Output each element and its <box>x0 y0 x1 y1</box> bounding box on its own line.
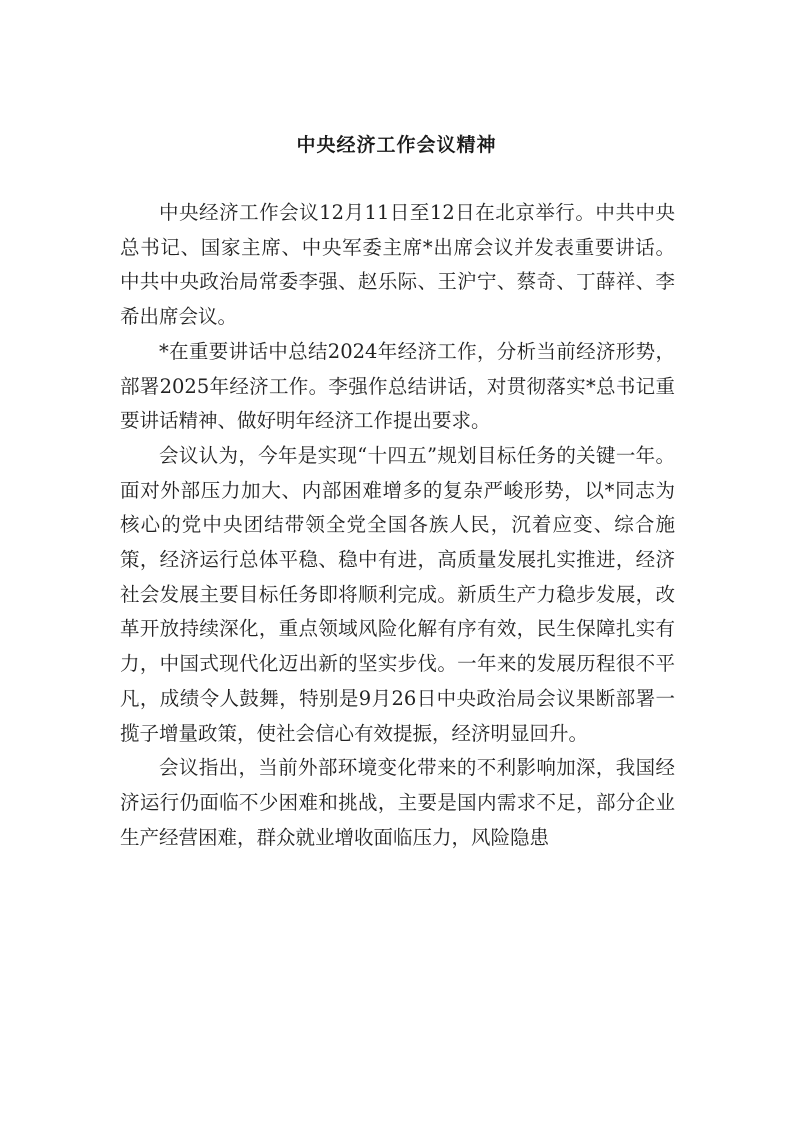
document-title: 中央经济工作会议精神 <box>296 134 497 156</box>
paragraph-speech-summary: *在重要讲话中总结2024年经济工作，分析当前经济形势，部署2025年经济工作。李强作总结讲话，对贯彻落实*总书记重要讲话精神、做好明年经济工作提出要求。 <box>120 339 675 433</box>
paragraph-challenges: 会议指出，当前外部环境变化带来的不利影响加深，我国经济运行仍面临不少困难和挑战，主要是国内需求不足，部分企业生产经营困难，群众就业增收面临压力，风险隐患 <box>120 756 675 849</box>
paragraph-year-review: 会议认为，今年是实现“十四五”规划目标任务的关键一年。面对外部压力加大、内部困难增多的复杂严峻形势，以*同志为核心的党中央团结带领全党全国各族人民，沉着应变、综合施策，经济运行总体平稳、稳中有进，高质量发展扎实推进，经济社会发展主要目标任务即将顺利完成。新质生产力稳步发展，改革开放持续深化，重点领域风险化解有序有效，民生保障扎实有力，中国式现代化迈出新的坚实步伐。一年来的发展历程很不平凡，成绩令人鼓舞，特别是9月26日中央政治局会议果断部署一揽子增量政策，使社会信心有效提振，经济明显回升。 <box>120 443 675 745</box>
document-body <box>120 196 675 855</box>
paragraph-meeting-intro: 中央经济工作会议12月11日至12日在北京举行。中共中央总书记、国家主席、中央军委主席*出席会议并发表重要讲话。中共中央政治局常委李强、赵乐际、王沪宁、蔡奇、丁薛祥、李希出席会议。 <box>120 201 675 329</box>
